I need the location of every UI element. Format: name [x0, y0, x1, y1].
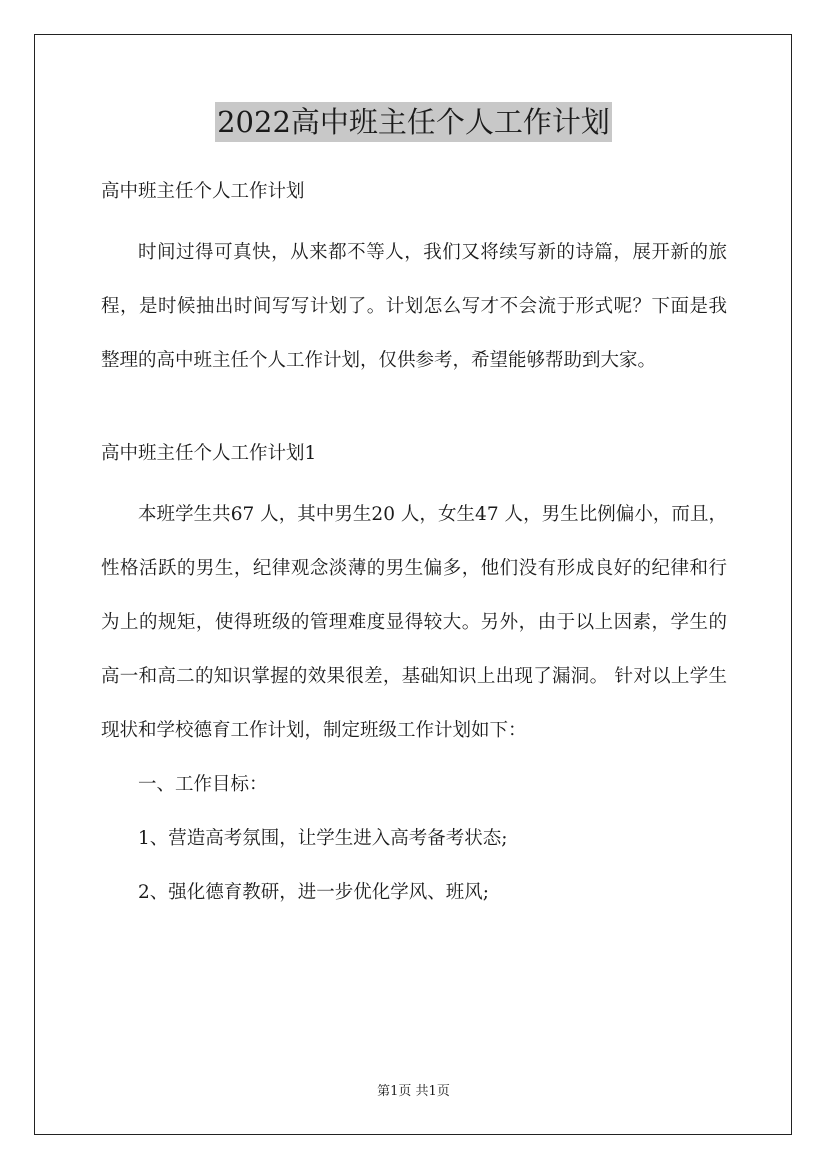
section1-heading: 高中班主任个人工作计划1 — [101, 443, 317, 464]
goal-item-2: 2、强化德育教研，进一步优化学风、班风; — [138, 882, 490, 903]
section-gap — [101, 388, 727, 434]
intro-paragraph: 时间过得可真快，从来都不等人，我们又将续写新的诗篇，展开新的旅程，是时候抽出时间写写计划了。计划怎么写才不会流于形式呢？下面是我整理的高中班主任个人工作计划，仅供参考，希望能够帮助到大家。 — [101, 242, 727, 371]
document-body — [101, 172, 727, 920]
goals-heading: 一、工作目标： — [138, 774, 268, 795]
section1-paragraph: 本班学生共67 人，其中男生20 人，女生47 人，男生比例偏小，而且，性格活跃的男生，纪律观念淡薄的男生偏多，他们没有形成良好的纪律和行为上的规矩，使得班级的管理难度显得较大。另外，由于以上因素，学生的高一和高二的知识掌握的效果很差，基础知识上出现了漏洞。 针对以上学生现状和学校德育工作计划，制定班级工作计划如下： — [101, 504, 727, 741]
title-wrap — [0, 102, 827, 142]
document-subtitle: 高中班主任个人工作计划 — [101, 181, 305, 202]
goal-item-1: 1、营造高考氛围，让学生进入高考备考状态; — [138, 828, 508, 849]
document-title: 2022高中班主任个人工作计划 — [215, 102, 612, 142]
page-footer: 第1页 共1页 — [377, 1084, 450, 1099]
